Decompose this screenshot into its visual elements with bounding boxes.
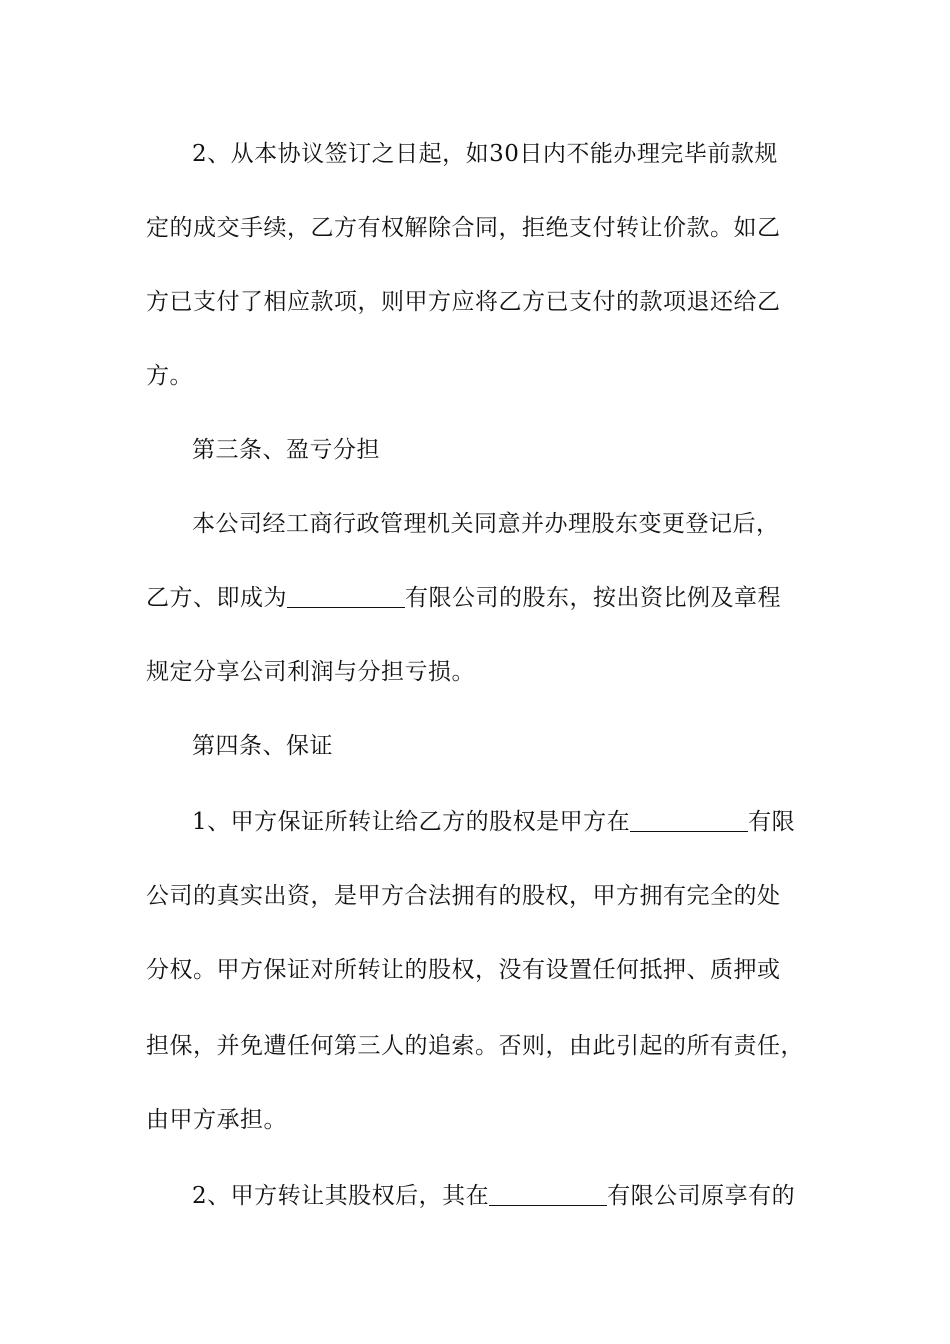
paragraph-line: 分权。甲方保证对所转让的股权，没有设置任何抵押、质押或 [146,957,781,983]
fill-in-blank [287,581,405,608]
paragraph-line: 定的成交手续，乙方有权解除合同，拒绝支付转让价款。如乙 [146,215,781,241]
paragraph-line: 本公司经工商行政管理机关同意并办理股东变更登记后， [192,511,780,537]
paragraph-line: 公司的真实出资，是甲方合法拥有的股权，甲方拥有完全的处 [146,883,781,909]
paragraph-line: 规定分享公司利润与分担亏损。 [146,659,475,685]
line-text-after-blank: 有限 [748,809,796,835]
line-text-after-blank: 有限公司原享有的 [607,1183,796,1209]
section-heading: 第四条、保证 [192,733,333,759]
paragraph-line [192,802,892,842]
line-text-before-blank: 2、甲方转让其股权后，其在 [192,1183,490,1209]
section-heading: 第三条、盈亏分担 [192,437,380,463]
paragraph-line: 方。 [146,363,193,389]
paragraph-line [146,578,846,618]
line-text-before-blank: 乙方、即成为 [146,585,287,611]
line-text-before-blank: 1、甲方保证所转让给乙方的股权是甲方在 [192,809,631,835]
fill-in-blank [489,1179,607,1206]
paragraph-line: 2、从本协议签订之日起，如30日内不能办理完毕前款规 [192,141,778,167]
paragraph-line: 由甲方承担。 [146,1107,287,1133]
fill-in-blank [630,805,748,832]
line-text-after-blank: 有限公司的股东，按出资比例及章程 [405,585,781,611]
paragraph-line: 担保，并免遭任何第三人的追索。否则，由此引起的所有责任， [146,1033,804,1059]
paragraph-line [192,1176,892,1216]
paragraph-line: 方已支付了相应款项，则甲方应将乙方已支付的款项退还给乙 [146,289,781,315]
